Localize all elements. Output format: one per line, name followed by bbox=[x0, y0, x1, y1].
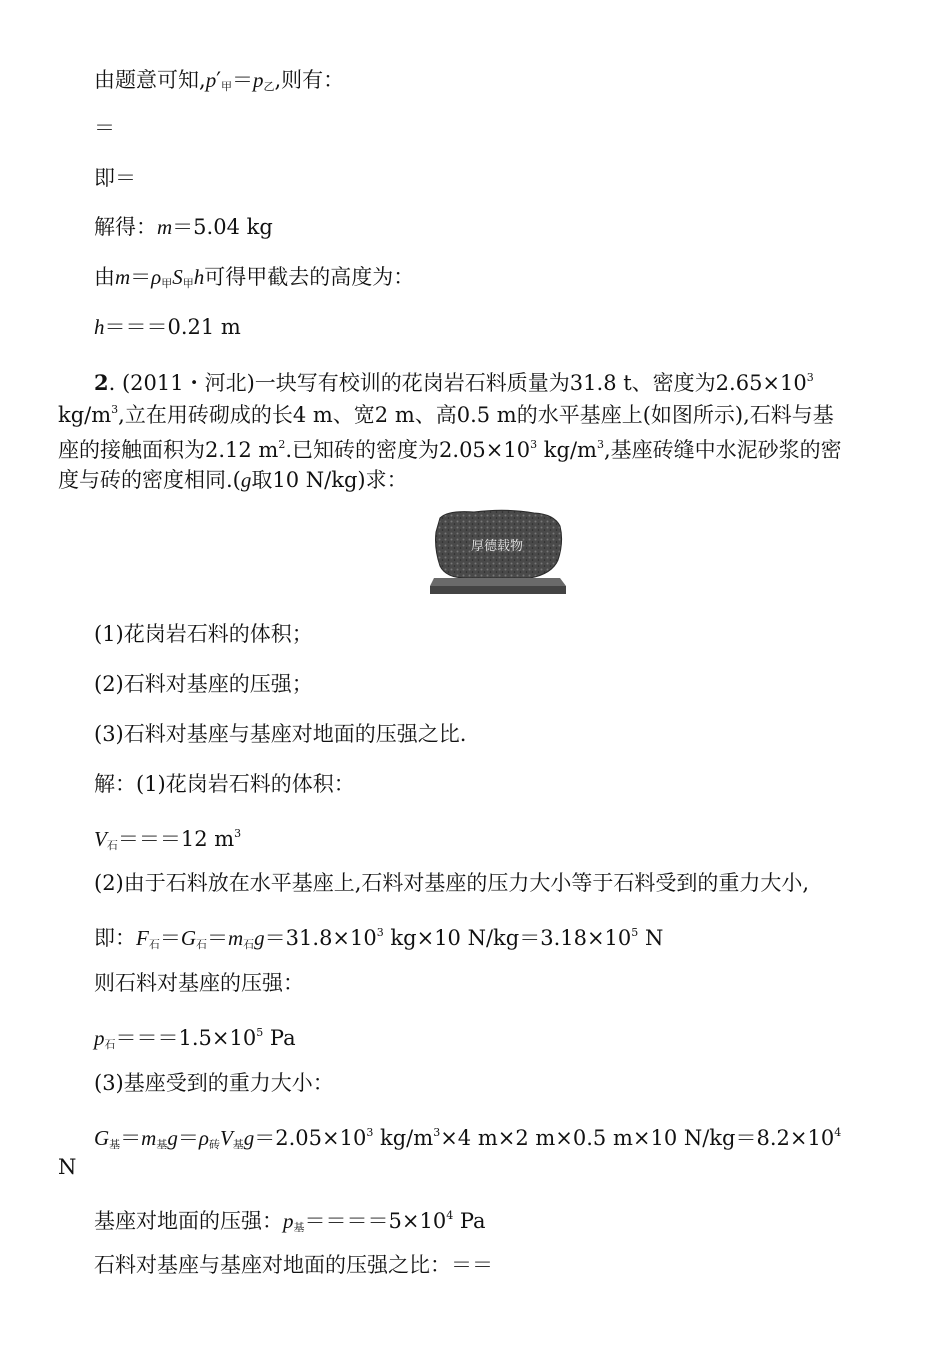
superscript: 3 bbox=[806, 371, 814, 384]
text: . (2011・河北)一块写有校训的花岗岩石料质量为31.8 t、密度为2.65×10 bbox=[108, 371, 807, 395]
base-front bbox=[430, 586, 566, 594]
problem-number: 2 bbox=[94, 370, 109, 395]
solution-line: 则石料对基座的压强： bbox=[94, 971, 304, 995]
text: ,基座砖缝中水泥砂浆的密 bbox=[603, 438, 842, 462]
var-g: g bbox=[254, 926, 265, 950]
var-F: F bbox=[136, 926, 149, 950]
question-2: (2)石料对基座的压强； bbox=[94, 672, 313, 696]
stone-figure bbox=[426, 508, 568, 596]
equals: ＝ bbox=[177, 1126, 199, 1150]
text: kg/m bbox=[373, 1126, 434, 1150]
text: ＝＝＝0.21 m bbox=[104, 315, 241, 339]
subscript: 甲 bbox=[220, 80, 232, 93]
var-rho: ρ bbox=[198, 1126, 209, 1150]
text: Pa bbox=[263, 1026, 296, 1050]
subscript: 甲 bbox=[161, 277, 173, 290]
text-line: 即＝ bbox=[94, 166, 136, 190]
var-m: m bbox=[141, 1126, 157, 1150]
stone-inscription: 厚德载物 bbox=[470, 539, 524, 554]
text: ＝2.05×10 bbox=[254, 1126, 367, 1150]
subscript: 石 bbox=[104, 1038, 116, 1051]
solution-line: 石料对基座与基座对地面的压强之比：＝＝ bbox=[94, 1253, 493, 1277]
var-g: g bbox=[240, 468, 252, 492]
text: kg/m bbox=[58, 403, 112, 427]
text: 由 bbox=[94, 265, 115, 289]
superscript: 3 bbox=[376, 926, 384, 939]
equals: ＝ bbox=[231, 68, 253, 92]
var-h: h bbox=[94, 315, 105, 339]
solution-line bbox=[94, 1203, 486, 1241]
solution-line bbox=[94, 920, 663, 958]
solution-line bbox=[94, 1020, 296, 1058]
var-p: p bbox=[283, 1209, 294, 1233]
subscript: 基 bbox=[293, 1221, 305, 1234]
superscript: 3 bbox=[366, 1126, 374, 1139]
text: Pa bbox=[453, 1209, 486, 1233]
var-V: V bbox=[94, 827, 107, 851]
problem-2-line-1 bbox=[94, 365, 814, 396]
subscript: 石 bbox=[106, 839, 118, 852]
text: ＝＝＝1.5×10 bbox=[115, 1026, 257, 1050]
superscript: 4 bbox=[446, 1209, 454, 1222]
text-line bbox=[94, 264, 414, 297]
subscript: 基 bbox=[109, 1138, 121, 1151]
solution-line: 解：(1)花岗岩石料的体积： bbox=[94, 772, 355, 796]
subscript: 基 bbox=[156, 1138, 168, 1151]
equals: ＝ bbox=[159, 926, 181, 950]
problem-2-line-3 bbox=[58, 432, 842, 463]
text-line bbox=[94, 314, 241, 340]
text: 可得甲截去的高度为： bbox=[204, 265, 415, 289]
superscript: 5 bbox=[256, 1026, 264, 1039]
prime: ′ bbox=[216, 68, 221, 92]
equals: ＝ bbox=[120, 1126, 142, 1150]
var-m: m bbox=[157, 215, 173, 239]
text: kg/m bbox=[537, 438, 597, 462]
subscript: 石 bbox=[148, 938, 160, 951]
text: ＝5.04 kg bbox=[172, 215, 273, 239]
text: kg×10 N/kg＝3.18×10 bbox=[383, 926, 632, 950]
superscript: 3 bbox=[234, 827, 242, 840]
subscript: 乙 bbox=[263, 80, 275, 93]
var-p: p bbox=[94, 1026, 105, 1050]
superscript: 3 bbox=[433, 1126, 441, 1139]
subscript: 石 bbox=[196, 938, 207, 951]
subscript: 砖 bbox=[208, 1138, 220, 1151]
var-V: V bbox=[219, 1126, 233, 1150]
text: ＝31.8×10 bbox=[264, 926, 377, 950]
text-line: ＝ bbox=[94, 116, 115, 140]
text: 度与砖的密度相同.( bbox=[58, 468, 241, 492]
subscript: 石 bbox=[243, 938, 255, 951]
var-G: G bbox=[180, 926, 196, 950]
text: ＝＝＝12 m bbox=[117, 827, 235, 851]
equals: ＝ bbox=[207, 926, 228, 950]
var-g: g bbox=[243, 1126, 255, 1150]
superscript: 4 bbox=[834, 1126, 842, 1139]
var-m: m bbox=[228, 926, 244, 950]
solution-line bbox=[94, 1120, 841, 1158]
question-3: (3)石料对基座与基座对地面的压强之比. bbox=[94, 722, 467, 746]
var-rho: ρ bbox=[151, 265, 162, 289]
text: .已知砖的密度为2.05×10 bbox=[285, 438, 531, 462]
text: ,则有： bbox=[274, 68, 345, 92]
question-1: (1)花岗岩石料的体积； bbox=[94, 622, 313, 646]
superscript: 3 bbox=[596, 438, 604, 451]
var-h: h bbox=[193, 265, 205, 289]
var-p: p bbox=[205, 68, 217, 92]
text: 解得： bbox=[94, 215, 157, 239]
equals: ＝ bbox=[130, 265, 152, 289]
var-m: m bbox=[115, 265, 131, 289]
problem-2-line-4 bbox=[58, 467, 408, 493]
text: N bbox=[638, 926, 664, 950]
text: ＝＝＝＝5×10 bbox=[304, 1209, 447, 1233]
text: 即： bbox=[94, 926, 136, 950]
solution-line bbox=[94, 821, 241, 859]
problem-2-line-2 bbox=[58, 397, 834, 428]
solution-line-wrap: N bbox=[58, 1155, 77, 1179]
superscript: 5 bbox=[631, 926, 639, 939]
superscript: 3 bbox=[530, 438, 538, 451]
text-line bbox=[94, 214, 273, 240]
var-p: p bbox=[252, 68, 264, 92]
var-g: g bbox=[167, 1126, 178, 1150]
subscript: 甲 bbox=[182, 277, 194, 290]
var-S: S bbox=[172, 265, 183, 289]
text: 座的接触面积为2.12 m bbox=[58, 438, 279, 462]
stone-illustration bbox=[426, 508, 568, 596]
superscript: 2 bbox=[278, 438, 286, 451]
base-top bbox=[430, 578, 566, 586]
solution-line: (3)基座受到的重力大小： bbox=[94, 1071, 334, 1095]
solution-line: (2)由于石料放在水平基座上,石料对基座的压力大小等于石料受到的重力大小, bbox=[94, 871, 810, 895]
text: 基座对地面的压强： bbox=[94, 1209, 283, 1233]
text: ×4 m×2 m×0.5 m×10 N/kg＝8.2×10 bbox=[440, 1126, 835, 1150]
text: 由题意可知, bbox=[94, 68, 206, 92]
subscript: 基 bbox=[232, 1138, 244, 1151]
text-line bbox=[94, 67, 344, 100]
var-G: G bbox=[94, 1126, 110, 1150]
text: ,立在用砖砌成的长4 m、宽2 m、高0.5 m的水平基座上(如图所示),石料与基 bbox=[118, 403, 834, 427]
superscript: 3 bbox=[111, 403, 119, 416]
text: 取10 N/kg)求： bbox=[251, 468, 408, 492]
